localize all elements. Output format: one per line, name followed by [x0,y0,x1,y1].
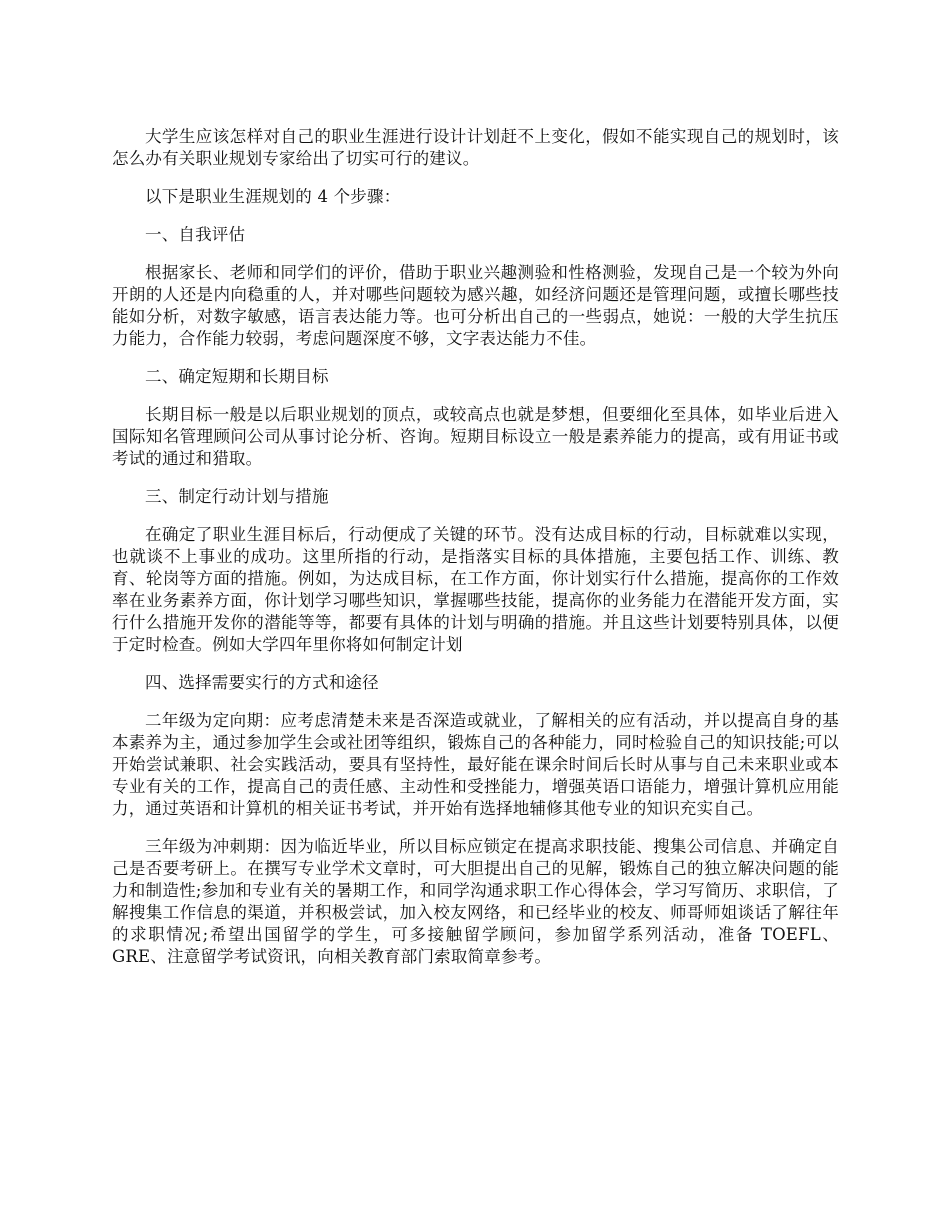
steps-intro: 以下是职业生涯规划的 4 个步骤： [145,187,401,206]
section-4-paragraph-year3: 三年级为冲刺期：因为临近毕业，所以目标应锁定在提高求职技能、搜集公司信息、并确定自己是否要考研上。在撰写专业学术文章时，可大胆提出自己的见解，锻炼自己的独立解决问题的能力和制造性;参加和专业有关的暑期工作，和同学沟通求职工作心得体会，学习写简历、求职信，了解搜集工作信息的渠道，并积极尝试，加入校友网络，和已经毕业的校友、师哥师姐谈话了解往年的求职情况;希望出国留学的学生，可多接触留学顾问，参加留学系列活动，准备 TOEFL、GRE、注意留学考试资讯，向相关教育部门索取简章参考。 [112,837,839,966]
section-3-heading: 三、制定行动计划与措施 [145,487,329,506]
section-3-paragraph: 在确定了职业生涯目标后，行动便成了关键的环节。没有达成目标的行动，目标就难以实现，也就谈不上事业的成功。这里所指的行动，是指落实目标的具体措施，主要包括工作、训练、教育、轮岗等方面的措施。例如，为达成目标，在工作方面，你计划实行什么措施，提高你的工作效率在业务素养方面，你计划学习哪些知识，掌握哪些技能，提高你的业务能力在潜能开发方面，实行什么措施开发你的潜能等等，都要有具体的计划与明确的措施。并且这些计划要特别具体，以便于定时检查。例如大学四年里你将如何制定计划 [112,525,839,654]
section-2-paragraph: 长期目标一般是以后职业规划的顶点，或较高点也就是梦想，但要细化至具体，如毕业后进入国际知名管理顾问公司从事讨论分析、咨询。短期目标设立一般是素养能力的提高，或有用证书或考试的通过和猎取。 [112,405,839,468]
section-1-heading: 一、自我评估 [145,225,246,244]
section-2-heading: 二、确定短期和长期目标 [145,367,329,386]
intro-paragraph: 大学生应该怎样对自己的职业生涯进行设计计划赶不上变化，假如不能实现自己的规划时，该怎么办有关职业规划专家给出了切实可行的建议。 [112,127,839,168]
section-1-paragraph: 根据家长、老师和同学们的评价，借助于职业兴趣测验和性格测验，发现自己是一个较为外向开朗的人还是内向稳重的人，并对哪些问题较为感兴趣，如经济问题还是管理问题，或擅长哪些技能如分析，对数字敏感，语言表达能力等。也可分析出自己的一些弱点，她说：一般的大学生抗压力能力，合作能力较弱，考虑问题深度不够，文字表达能力不佳。 [112,263,839,348]
document-body [112,126,839,984]
section-4-paragraph-year2: 二年级为定向期：应考虑清楚未来是否深造或就业，了解相关的应有活动，并以提高自身的基本素养为主，通过参加学生会或社团等组织，锻炼自己的各种能力，同时检验自己的知识技能;可以开始尝试兼职、社会实践活动，要具有坚持性，最好能在课余时间后长时从事与自己未来职业或本专业有关的工作，提高自己的责任感、主动性和受挫能力，增强英语口语能力，增强计算机应用能力，通过英语和计算机的相关证书考试，并开始有选择地辅修其他专业的知识充实自己。 [112,711,839,818]
section-4-heading: 四、选择需要实行的方式和途径 [145,673,379,692]
